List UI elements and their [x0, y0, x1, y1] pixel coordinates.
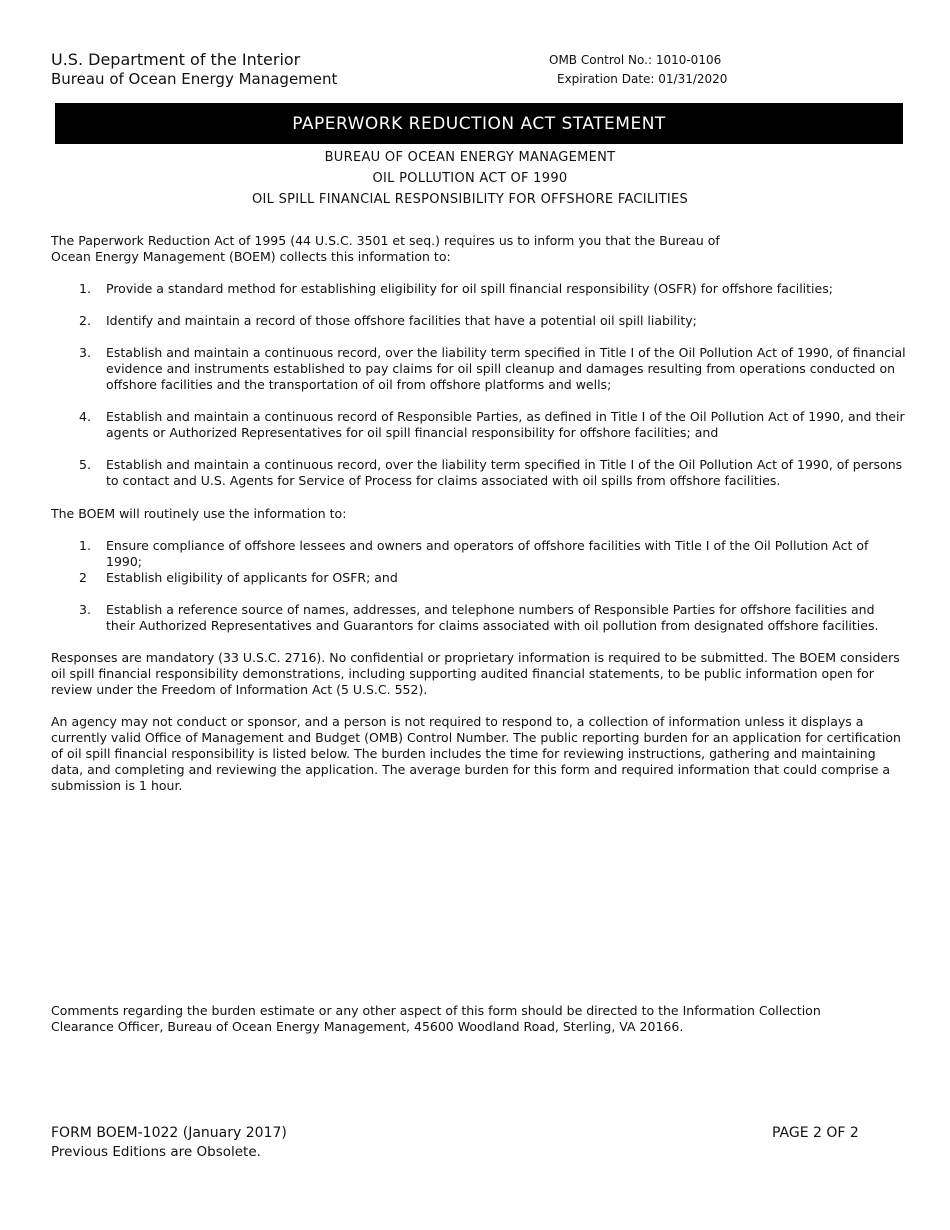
- item-text: Establish and maintain a continuous record, over the liability term specified in Title I of the Oil Pollution Act of 1990, of persons to contact and U.S. Agents for Service of Process for claims associated with oil spills from offshore facilities.: [106, 457, 903, 488]
- bureau-name: Bureau of Ocean Energy Management: [51, 70, 338, 88]
- item-number: 2.: [79, 313, 91, 328]
- page-title: PAPERWORK REDUCTION ACT STATEMENT: [292, 113, 666, 134]
- subtitle-osfr: OIL SPILL FINANCIAL RESPONSIBILITY FOR OFFSHORE FACILITIES: [251, 192, 689, 207]
- intro-paragraph: The Paperwork Reduction Act of 1995 (44 U.S.C. 3501 et seq.) requires us to inform you that the Bureau of Ocean Energy Management (BOEM) collects this information to:: [51, 233, 720, 264]
- uses-intro: The BOEM will routinely use the information to:: [51, 506, 347, 521]
- previous-editions-note: Previous Editions are Obsolete.: [51, 1144, 261, 1160]
- responses-paragraph: Responses are mandatory (33 U.S.C. 2716). No confidential or proprietary information is required to be submitted. The BOEM considers oil spill financial responsibility demonstrations, including supporting audited financial statements, to be public information open for review under the Freedom of Information Act (5 U.S.C. 552).: [51, 650, 900, 697]
- item-text: Ensure compliance of offshore lessees and owners and operators of offshore facilities with Title I of the Oil Pollution Act of 1990;: [106, 538, 869, 569]
- item-text: Establish and maintain a continuous record, over the liability term specified in Title I of the Oil Pollution Act of 1990, of financial evidence and instruments established to pay claims for oil spill cleanup and damages resulting from operations conducted on offshore facilities and the transportation of oil from offshore platforms and wells;: [106, 345, 906, 392]
- item-text: Identify and maintain a record of those offshore facilities that have a potential oil spill liability;: [106, 313, 697, 328]
- item-number: 5.: [79, 457, 91, 472]
- agency-name: U.S. Department of the Interior: [51, 50, 301, 69]
- item-text: Provide a standard method for establishing eligibility for oil spill financial responsibility (OSFR) for offshore facilities;: [106, 281, 833, 296]
- expiration-date: Expiration Date: 01/31/2020: [557, 72, 728, 86]
- subtitle-bureau: BUREAU OF OCEAN ENERGY MANAGEMENT: [324, 150, 616, 165]
- item-number: 1.: [79, 538, 91, 553]
- comments-paragraph: Comments regarding the burden estimate or any other aspect of this form should be directed to the Information Collection Clearance Officer, Bureau of Ocean Energy Management, 45600 Woodland Road, Sterling, VA 20166.: [51, 1003, 821, 1034]
- omb-control-number: OMB Control No.: 1010-0106: [549, 53, 722, 67]
- item-number: 1.: [79, 281, 91, 296]
- page-number: PAGE 2 OF 2: [772, 1125, 859, 1141]
- subtitle-act: OIL POLLUTION ACT OF 1990: [372, 171, 568, 186]
- burden-paragraph: An agency may not conduct or sponsor, and a person is not required to respond to, a collection of information unless it displays a currently valid Office of Management and Budget (OMB) Control Number. The public reporting burden for an application for certification of oil spill financial responsibility is listed below. The burden includes the time for reviewing instructions, gathering and maintaining data, and completing and reviewing the application. The average burden for this form and required information that could comprise a submission is 1 hour.: [51, 714, 901, 793]
- form-identifier: FORM BOEM-1022 (January 2017): [51, 1125, 287, 1141]
- item-text: Establish a reference source of names, addresses, and telephone numbers of Responsible Parties for offshore facilities and their Authorized Representatives and Guarantors for claims associated with oil pollution from designated offshore facilities.: [106, 602, 879, 633]
- item-number: 4.: [79, 409, 91, 424]
- item-number: 3.: [79, 345, 91, 360]
- item-text: Establish eligibility of applicants for OSFR; and: [106, 570, 398, 585]
- item-text: Establish and maintain a continuous record of Responsible Parties, as defined in Title I of the Oil Pollution Act of 1990, and their agents or Authorized Representatives for oil spill financial responsibility for offshore facilities; and: [106, 409, 905, 440]
- item-number: 3.: [79, 602, 91, 617]
- item-number: 2: [79, 570, 87, 585]
- title-bar: [55, 103, 903, 144]
